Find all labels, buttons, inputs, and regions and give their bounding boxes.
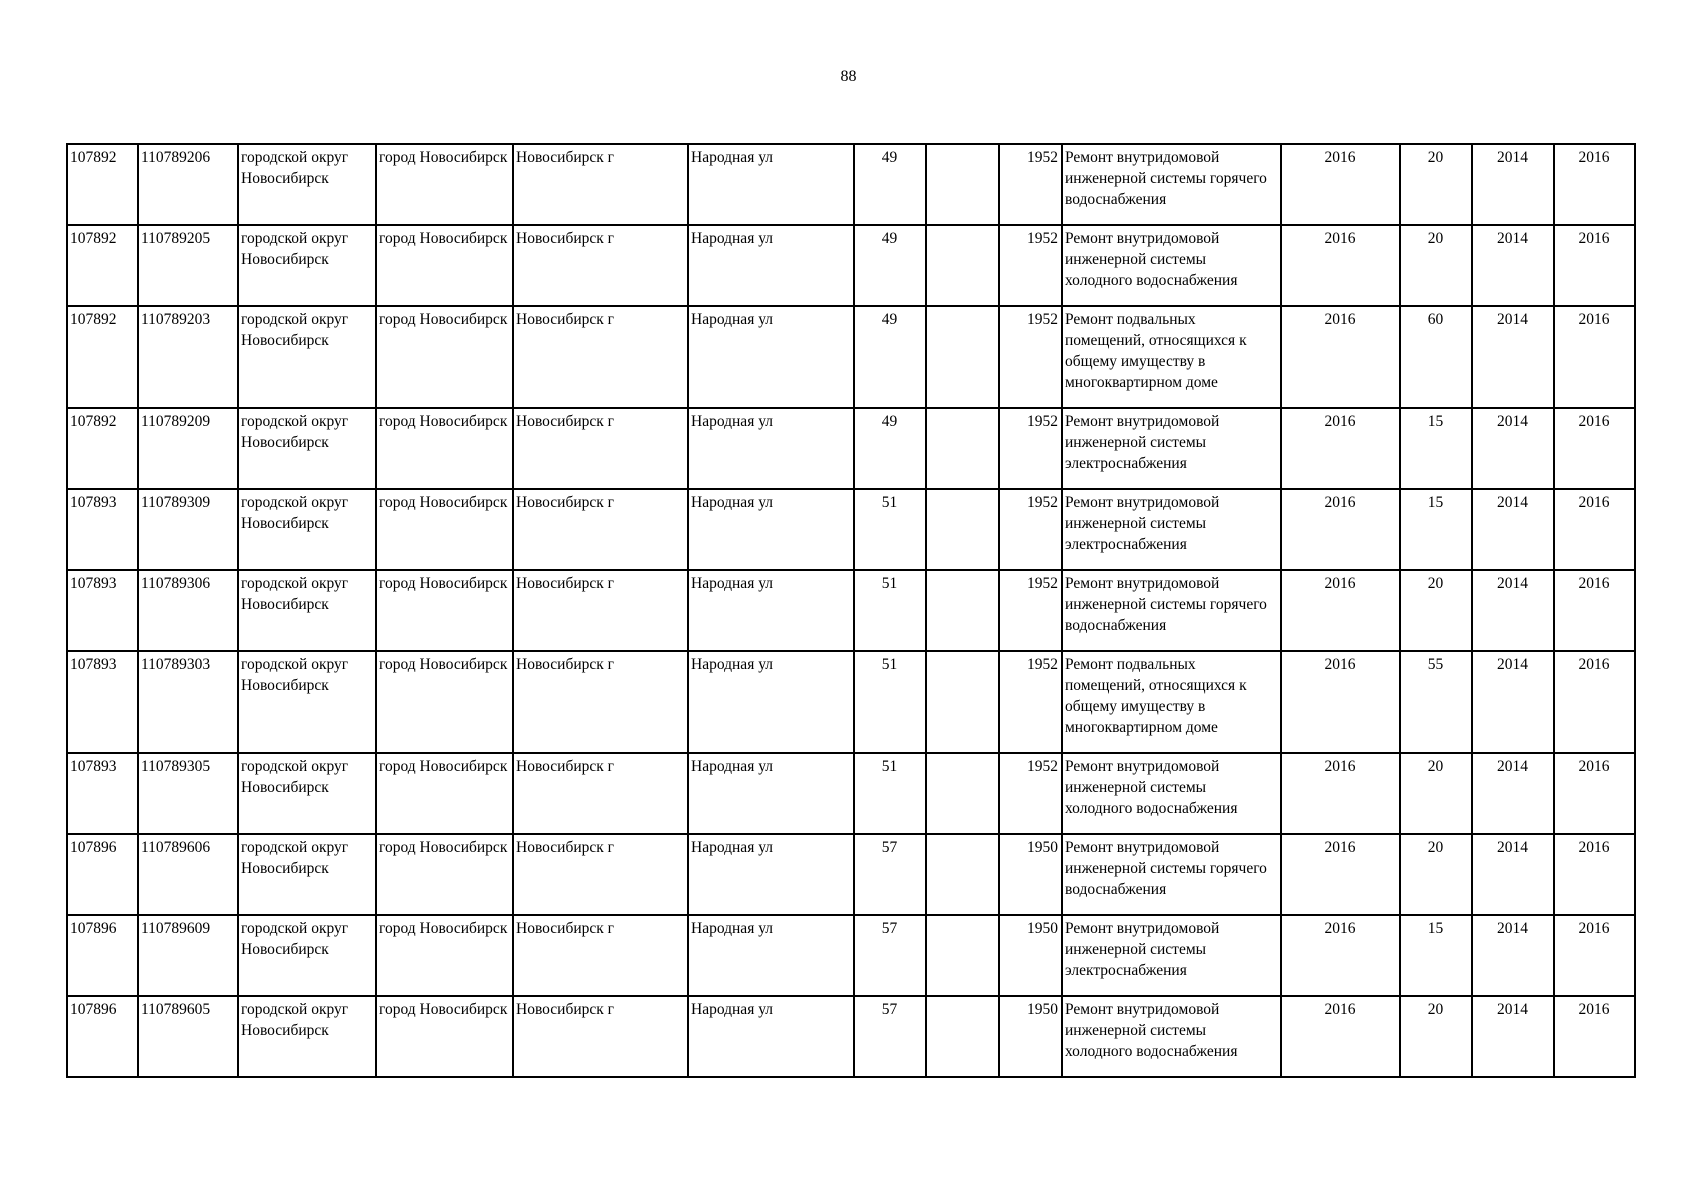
cell-plan-year: 2016 xyxy=(1281,306,1400,408)
cell-street: Народная ул xyxy=(688,408,854,489)
cell-plan-year: 2016 xyxy=(1281,225,1400,306)
cell-house: 49 xyxy=(854,306,926,408)
cell-work: Ремонт внутридомовой инженерной системы электроснабжения xyxy=(1062,408,1281,489)
cell-year-from: 2014 xyxy=(1472,408,1554,489)
page-number: 88 xyxy=(840,68,857,85)
cell-year-from: 2014 xyxy=(1472,915,1554,996)
cell-year-from: 2014 xyxy=(1472,489,1554,570)
cell-year-from: 2014 xyxy=(1472,753,1554,834)
cell-code: 110789305 xyxy=(138,753,238,834)
table-row xyxy=(67,570,1635,651)
cell-code: 110789303 xyxy=(138,651,238,753)
table-row xyxy=(67,225,1635,306)
cell-municipality: городской округ Новосибирск xyxy=(238,651,376,753)
cell-year-from: 2014 xyxy=(1472,306,1554,408)
cell-year-built: 1952 xyxy=(999,489,1062,570)
cell-year-to: 2016 xyxy=(1554,408,1635,489)
cell-year-built: 1952 xyxy=(999,144,1062,225)
cell-year-to: 2016 xyxy=(1554,570,1635,651)
cell-building xyxy=(926,570,999,651)
cell-plan-year: 2016 xyxy=(1281,570,1400,651)
cell-building xyxy=(926,996,999,1077)
cell-settlement: город Новосибирск xyxy=(376,834,513,915)
cell-house: 51 xyxy=(854,489,926,570)
cell-year-to: 2016 xyxy=(1554,144,1635,225)
cell-year-built: 1952 xyxy=(999,753,1062,834)
cell-city: Новосибирск г xyxy=(513,570,688,651)
cell-city: Новосибирск г xyxy=(513,408,688,489)
cell-id: 107896 xyxy=(67,834,138,915)
cell-building xyxy=(926,915,999,996)
table-row xyxy=(67,915,1635,996)
cell-street: Народная ул xyxy=(688,753,854,834)
cell-work: Ремонт подвальных помещений, относящихся к общему имуществу в многоквартирном доме xyxy=(1062,651,1281,753)
cell-municipality: городской округ Новосибирск xyxy=(238,408,376,489)
table-body xyxy=(67,144,1635,1077)
cell-plan-year: 2016 xyxy=(1281,753,1400,834)
table-row xyxy=(67,408,1635,489)
cell-municipality: городской округ Новосибирск xyxy=(238,144,376,225)
cell-plan-year: 2016 xyxy=(1281,408,1400,489)
cell-year-to: 2016 xyxy=(1554,996,1635,1077)
cell-wear: 20 xyxy=(1400,996,1472,1077)
cell-code: 110789206 xyxy=(138,144,238,225)
cell-year-from: 2014 xyxy=(1472,144,1554,225)
cell-year-to: 2016 xyxy=(1554,834,1635,915)
cell-city: Новосибирск г xyxy=(513,144,688,225)
cell-code: 110789209 xyxy=(138,408,238,489)
cell-city: Новосибирск г xyxy=(513,489,688,570)
cell-city: Новосибирск г xyxy=(513,834,688,915)
cell-plan-year: 2016 xyxy=(1281,651,1400,753)
cell-settlement: город Новосибирск xyxy=(376,489,513,570)
cell-year-from: 2014 xyxy=(1472,570,1554,651)
cell-city: Новосибирск г xyxy=(513,915,688,996)
cell-year-built: 1950 xyxy=(999,996,1062,1077)
cell-wear: 60 xyxy=(1400,306,1472,408)
cell-wear: 15 xyxy=(1400,915,1472,996)
cell-id: 107896 xyxy=(67,996,138,1077)
cell-street: Народная ул xyxy=(688,996,854,1077)
cell-building xyxy=(926,489,999,570)
cell-work: Ремонт внутридомовой инженерной системы электроснабжения xyxy=(1062,489,1281,570)
cell-settlement: город Новосибирск xyxy=(376,915,513,996)
cell-id: 107892 xyxy=(67,306,138,408)
table-row xyxy=(67,306,1635,408)
cell-year-built: 1950 xyxy=(999,834,1062,915)
cell-building xyxy=(926,834,999,915)
cell-city: Новосибирск г xyxy=(513,753,688,834)
cell-house: 51 xyxy=(854,651,926,753)
cell-wear: 15 xyxy=(1400,489,1472,570)
cell-house: 57 xyxy=(854,996,926,1077)
cell-street: Народная ул xyxy=(688,834,854,915)
cell-municipality: городской округ Новосибирск xyxy=(238,570,376,651)
cell-year-built: 1950 xyxy=(999,915,1062,996)
cell-id: 107892 xyxy=(67,225,138,306)
cell-id: 107893 xyxy=(67,753,138,834)
cell-plan-year: 2016 xyxy=(1281,834,1400,915)
cell-id: 107893 xyxy=(67,570,138,651)
cell-year-from: 2014 xyxy=(1472,651,1554,753)
cell-wear: 15 xyxy=(1400,408,1472,489)
cell-building xyxy=(926,753,999,834)
cell-year-built: 1952 xyxy=(999,651,1062,753)
cell-plan-year: 2016 xyxy=(1281,144,1400,225)
cell-work: Ремонт внутридомовой инженерной системы холодного водоснабжения xyxy=(1062,996,1281,1077)
cell-code: 110789309 xyxy=(138,489,238,570)
cell-settlement: город Новосибирск xyxy=(376,408,513,489)
cell-building xyxy=(926,225,999,306)
cell-year-to: 2016 xyxy=(1554,651,1635,753)
cell-street: Народная ул xyxy=(688,915,854,996)
cell-code: 110789609 xyxy=(138,915,238,996)
cell-year-to: 2016 xyxy=(1554,489,1635,570)
cell-year-built: 1952 xyxy=(999,225,1062,306)
cell-year-to: 2016 xyxy=(1554,306,1635,408)
cell-settlement: город Новосибирск xyxy=(376,570,513,651)
cell-street: Народная ул xyxy=(688,306,854,408)
table-row xyxy=(67,753,1635,834)
cell-year-from: 2014 xyxy=(1472,834,1554,915)
cell-settlement: город Новосибирск xyxy=(376,996,513,1077)
cell-house: 51 xyxy=(854,753,926,834)
table-row xyxy=(67,834,1635,915)
cell-work: Ремонт внутридомовой инженерной системы электроснабжения xyxy=(1062,915,1281,996)
cell-street: Народная ул xyxy=(688,570,854,651)
cell-year-from: 2014 xyxy=(1472,996,1554,1077)
cell-code: 110789606 xyxy=(138,834,238,915)
cell-settlement: город Новосибирск xyxy=(376,144,513,225)
cell-city: Новосибирск г xyxy=(513,225,688,306)
cell-id: 107893 xyxy=(67,651,138,753)
cell-street: Народная ул xyxy=(688,489,854,570)
cell-code: 110789205 xyxy=(138,225,238,306)
cell-id: 107893 xyxy=(67,489,138,570)
cell-wear: 20 xyxy=(1400,753,1472,834)
cell-work: Ремонт внутридомовой инженерной системы горячего водоснабжения xyxy=(1062,144,1281,225)
cell-work: Ремонт внутридомовой инженерной системы горячего водоснабжения xyxy=(1062,834,1281,915)
cell-house: 51 xyxy=(854,570,926,651)
cell-building xyxy=(926,144,999,225)
cell-wear: 20 xyxy=(1400,834,1472,915)
cell-municipality: городской округ Новосибирск xyxy=(238,489,376,570)
cell-code: 110789306 xyxy=(138,570,238,651)
cell-building xyxy=(926,408,999,489)
table-row xyxy=(67,651,1635,753)
cell-code: 110789605 xyxy=(138,996,238,1077)
cell-building xyxy=(926,306,999,408)
table-row xyxy=(67,489,1635,570)
cell-work: Ремонт внутридомовой инженерной системы холодного водоснабжения xyxy=(1062,753,1281,834)
cell-settlement: город Новосибирск xyxy=(376,306,513,408)
cell-municipality: городской округ Новосибирск xyxy=(238,225,376,306)
cell-wear: 20 xyxy=(1400,144,1472,225)
cell-municipality: городской округ Новосибирск xyxy=(238,915,376,996)
cell-municipality: городской округ Новосибирск xyxy=(238,306,376,408)
cell-year-built: 1952 xyxy=(999,570,1062,651)
cell-year-to: 2016 xyxy=(1554,915,1635,996)
cell-year-to: 2016 xyxy=(1554,753,1635,834)
cell-year-to: 2016 xyxy=(1554,225,1635,306)
table-row xyxy=(67,144,1635,225)
cell-work: Ремонт внутридомовой инженерной системы холодного водоснабжения xyxy=(1062,225,1281,306)
cell-id: 107892 xyxy=(67,144,138,225)
cell-street: Народная ул xyxy=(688,144,854,225)
cell-city: Новосибирск г xyxy=(513,996,688,1077)
cell-municipality: городской округ Новосибирск xyxy=(238,834,376,915)
cell-year-from: 2014 xyxy=(1472,225,1554,306)
cell-settlement: город Новосибирск xyxy=(376,753,513,834)
cell-house: 49 xyxy=(854,225,926,306)
cell-building xyxy=(926,651,999,753)
cell-street: Народная ул xyxy=(688,651,854,753)
cell-settlement: город Новосибирск xyxy=(376,651,513,753)
cell-house: 49 xyxy=(854,408,926,489)
cell-work: Ремонт подвальных помещений, относящихся к общему имуществу в многоквартирном доме xyxy=(1062,306,1281,408)
cell-city: Новосибирск г xyxy=(513,306,688,408)
cell-settlement: город Новосибирск xyxy=(376,225,513,306)
cell-municipality: городской округ Новосибирск xyxy=(238,753,376,834)
cell-id: 107892 xyxy=(67,408,138,489)
cell-house: 57 xyxy=(854,834,926,915)
repair-register-table xyxy=(66,143,1636,1078)
cell-wear: 20 xyxy=(1400,225,1472,306)
cell-wear: 20 xyxy=(1400,570,1472,651)
cell-municipality: городской округ Новосибирск xyxy=(238,996,376,1077)
table-row xyxy=(67,996,1635,1077)
cell-id: 107896 xyxy=(67,915,138,996)
cell-year-built: 1952 xyxy=(999,306,1062,408)
cell-wear: 55 xyxy=(1400,651,1472,753)
cell-plan-year: 2016 xyxy=(1281,996,1400,1077)
cell-city: Новосибирск г xyxy=(513,651,688,753)
cell-street: Народная ул xyxy=(688,225,854,306)
cell-house: 57 xyxy=(854,915,926,996)
cell-plan-year: 2016 xyxy=(1281,915,1400,996)
cell-plan-year: 2016 xyxy=(1281,489,1400,570)
cell-code: 110789203 xyxy=(138,306,238,408)
cell-house: 49 xyxy=(854,144,926,225)
cell-year-built: 1952 xyxy=(999,408,1062,489)
cell-work: Ремонт внутридомовой инженерной системы горячего водоснабжения xyxy=(1062,570,1281,651)
